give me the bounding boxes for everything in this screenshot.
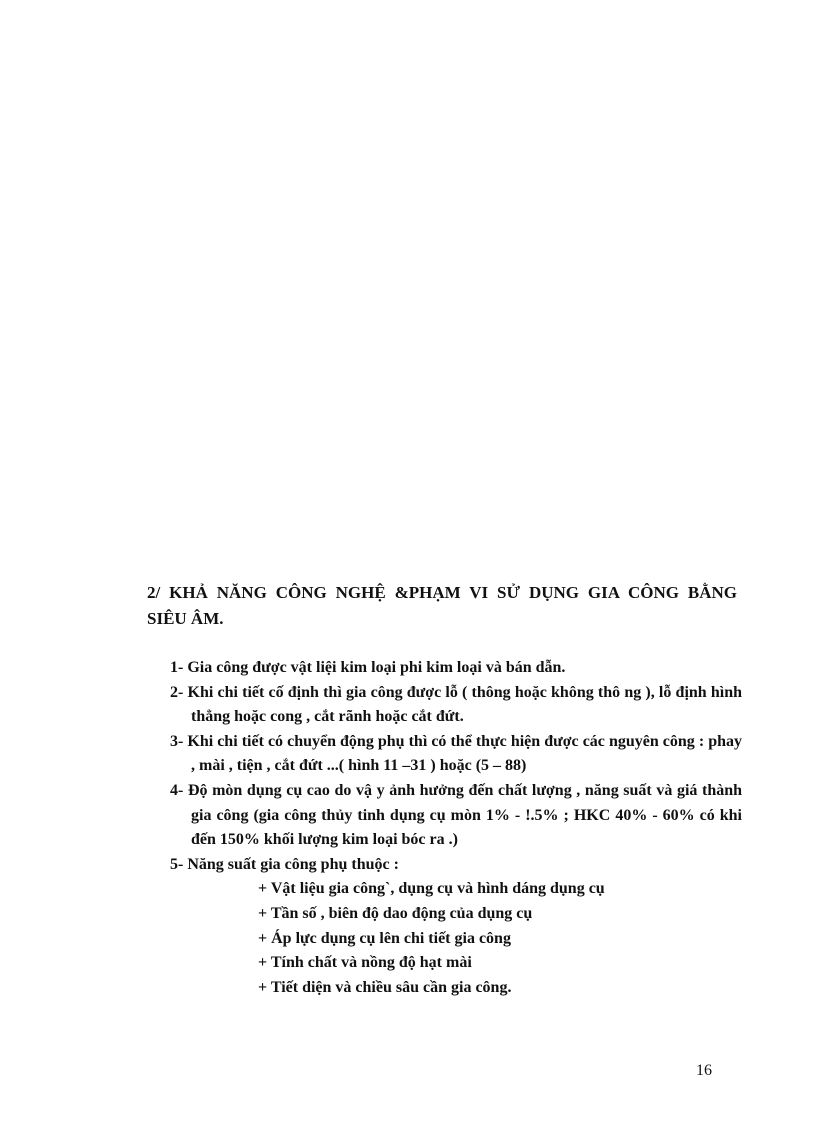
page-number: 16 [696, 1062, 712, 1079]
section-heading-line-1: 2/ KHẢ NĂNG CÔNG NGHỆ &PHẠM VI SỬ DỤNG GIA CÔNG BẰNG [147, 583, 737, 602]
list-item [170, 656, 742, 681]
list-item-text: Khi chi tiết cố định thì gia công được lỗ ( thông hoặc không thô ng ), lỗ định hình thẳng hoặc cong , cắt rãnh hoặc cắt đứt. [187, 683, 743, 726]
sub-list-item: + Vật liệu gia công`, dụng cụ và hình dáng dụng cụ [258, 880, 605, 898]
list-item-text: Gia công được vật liệi kim loại phi kim loại và bán dẫn. [187, 659, 566, 676]
list-item [170, 853, 742, 1001]
productivity-factors-list [191, 877, 742, 1000]
list-item-number: 4- [170, 781, 184, 799]
list-item-number: 1- [170, 659, 184, 676]
sub-list-item: + Tính chất và nồng độ hạt mài [258, 954, 472, 972]
sub-list-item: + Tiết diện và chiều sâu cần gia công. [258, 978, 512, 996]
list-item [170, 730, 742, 779]
section-heading-line-2: SIÊU ÂM. [147, 609, 224, 628]
section-heading [147, 580, 737, 632]
list-item-number: 2- [170, 683, 184, 701]
list-item-number: 3- [170, 732, 184, 750]
list-item-text: Khi chi tiết có chuyển động phụ thì có thể thực hiện được các nguyên công : phay , mài , tiện , cắt đứt ...( hình 11 –31 ) hoặc (5 – 88) [187, 732, 743, 775]
list-item-text: Độ mòn dụng cụ cao do vậ y ảnh hưởng đến chất lượng , năng suất và giá thành gia công (gia công thủy tinh dụng cụ mòn 1% - !.5% ; HKC 40% - 60% có khi đến 150% khối lượng kim loại bóc ra .) [187, 781, 743, 849]
list-item-text: Năng suất gia công phụ thuộc : [187, 855, 399, 873]
capability-list [170, 656, 742, 1000]
list-item [170, 779, 742, 853]
sub-list-item: + Tần số , biên độ dao động của dụng cụ [258, 904, 533, 922]
sub-list-item: + Áp lực dụng cụ lên chi tiết gia công [258, 929, 511, 947]
list-item-number: 5- [170, 855, 184, 873]
list-item [170, 681, 742, 730]
